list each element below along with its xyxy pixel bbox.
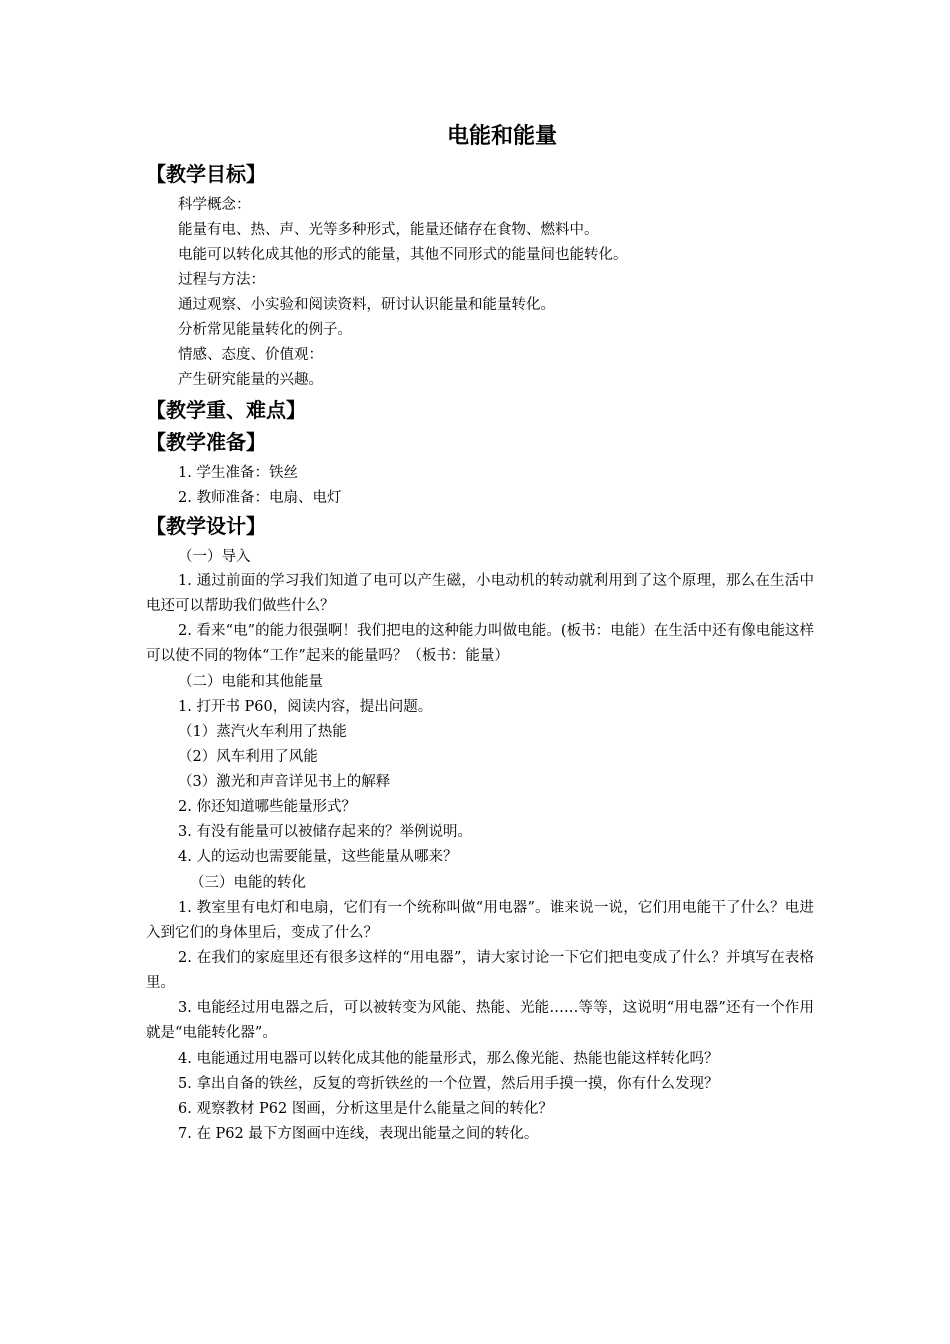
section-title: （二）电能和其他能量 [178,674,323,690]
document-title: 电能和能量 [446,124,557,149]
goal-line: 分析常见能量转化的例子。 [178,322,352,338]
heading-preparation: 【教学准备】 [146,430,266,454]
prep-line: 1. 学生准备：铁丝 [178,465,298,481]
goal-line: 情感、态度、价值观： [178,347,323,363]
list-item: 7. 在 P62 最下方图画中连线，表现出能量之间的转化。 [178,1126,539,1142]
list-item: 3. 有没有能量可以被储存起来的？举例说明。 [178,824,472,840]
list-item: 6. 观察教材 P62 图画，分析这里是什么能量之间的转化？ [178,1101,553,1117]
goal-line: 能量有电、热、声、光等多种形式，能量还储存在食物、燃料中。 [178,222,599,238]
goal-line: 电能可以转化成其他的形式的能量，其他不同形式的能量间也能转化。 [178,247,628,263]
goal-line: 通过观察、小实验和阅读资料，研讨认识能量和能量转化。 [178,297,555,313]
heading-teaching-design: 【教学设计】 [146,514,266,538]
list-item: （2）风车利用了风能 [178,749,318,765]
section-title: （三）电能的转化 [190,875,306,891]
section-title: （一）导入 [178,549,251,565]
prep-line: 2. 教师准备：电扇、电灯 [178,490,342,506]
list-item: 4. 人的运动也需要能量，这些能量从哪来？ [178,849,458,865]
heading-key-points: 【教学重、难点】 [146,398,306,422]
goal-line: 产生研究能量的兴趣。 [178,372,323,388]
paragraph: 1. 通过前面的学习我们知道了电可以产生磁，小电动机的转动就利用到了这个原理，那么在生活中电还可以帮助我们做些什么？ [146,573,814,614]
list-item: 4. 电能通过用电器可以转化成其他的能量形式，那么像光能、热能也能这样转化吗？ [178,1051,719,1067]
paragraph: 3. 电能经过用电器之后，可以被转变为风能、热能、光能……等等，这说明“用电器”还有一个作用就是“电能转化器”。 [146,1000,814,1041]
paragraph: 1. 教室里有电灯和电扇，它们有一个统称叫做“用电器”。谁来说一说，它们用电能干了什么？电进入到它们的身体里后，变成了什么？ [146,900,814,941]
paragraph: 2. 看来“电”的能力很强啊！我们把电的这种能力叫做电能。(板书：电能）在生活中还有像电能这样可以使不同的物体“工作”起来的能量吗？（板书：能量） [146,623,814,664]
list-item: 1. 打开书 P60，阅读内容，提出问题。 [178,699,433,715]
heading-teaching-goals: 【教学目标】 [146,162,266,186]
list-item: （3）激光和声音详见书上的解释 [178,774,391,790]
list-item: 5. 拿出自备的铁丝，反复的弯折铁丝的一个位置，然后用手摸一摸，你有什么发现？ [178,1076,719,1092]
goal-line: 科学概念： [178,197,251,213]
paragraph: 2. 在我们的家庭里还有很多这样的“用电器”，请大家讨论一下它们把电变成了什么？并填写在表格里。 [146,950,814,991]
list-item: 2. 你还知道哪些能量形式？ [178,799,356,815]
list-item: （1）蒸汽火车利用了热能 [178,724,347,740]
goal-line: 过程与方法： [178,272,265,288]
